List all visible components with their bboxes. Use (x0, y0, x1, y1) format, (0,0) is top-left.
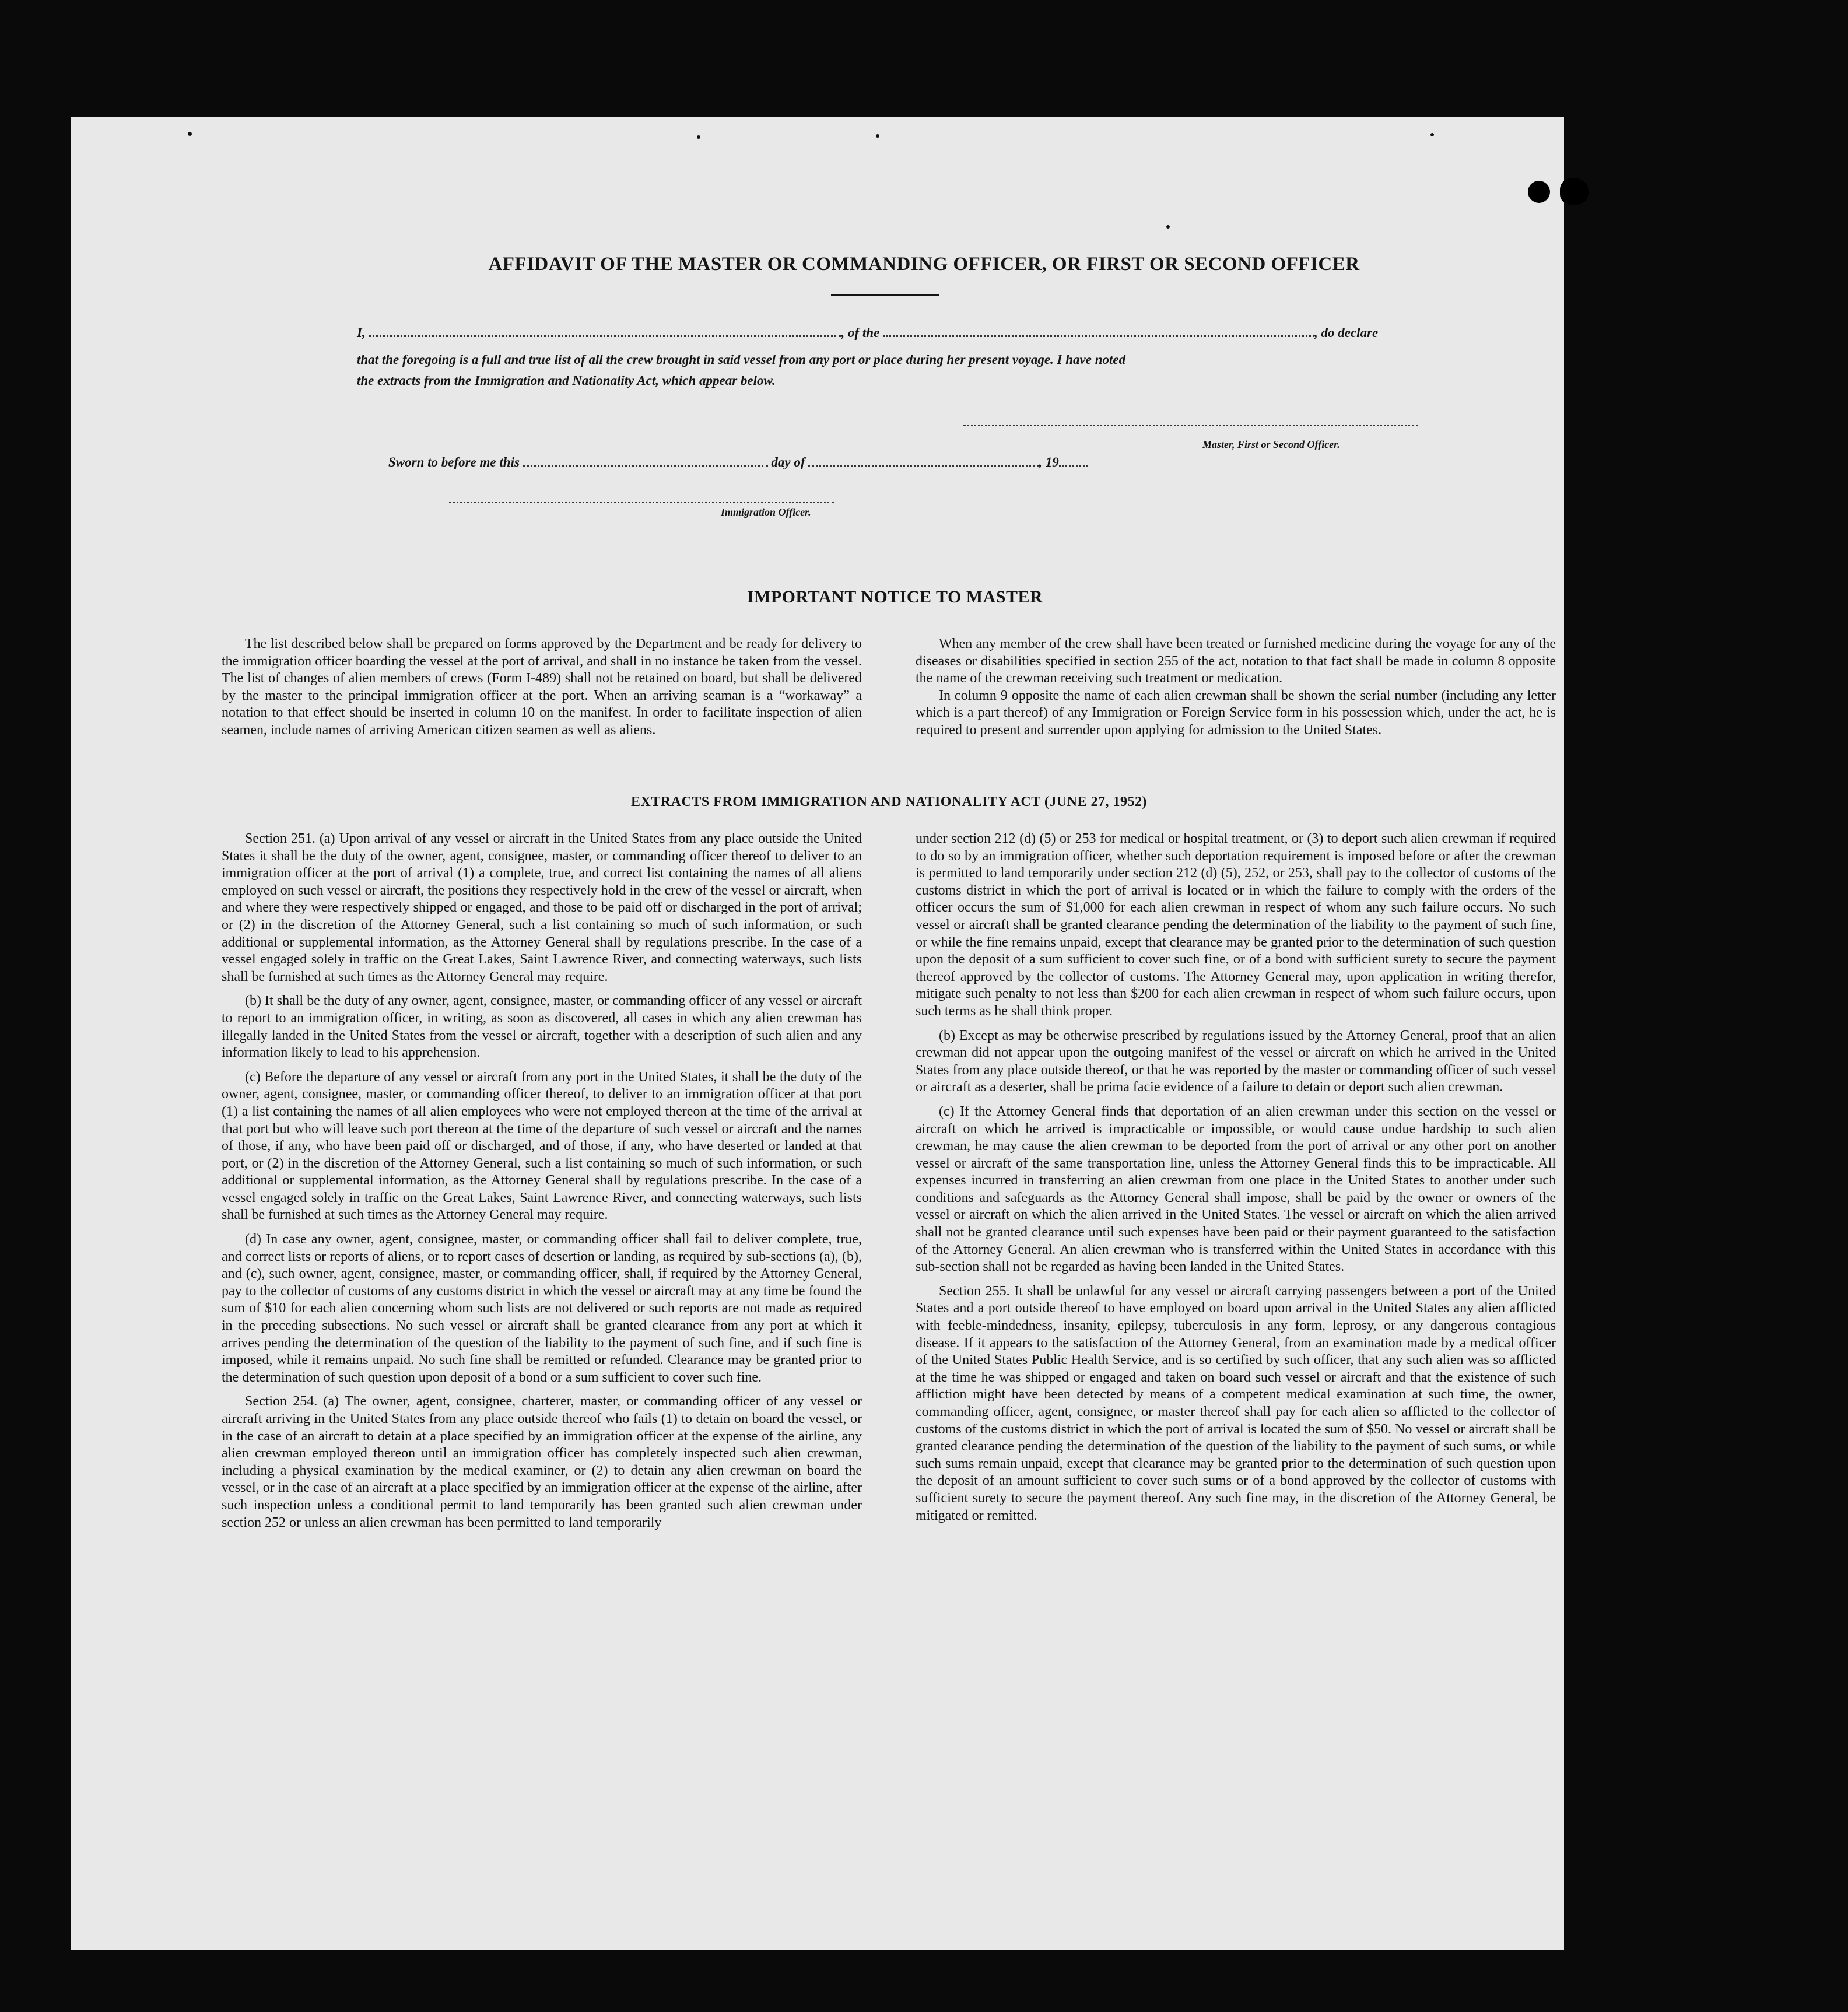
section-254a-paragraph: Section 254. (a) The owner, agent, consignee, charterer, master, or commanding officer of any vessel or aircraft arriving in the United States from any place outside thereof who fails (1) to detain on board the vessel, or in the case of an aircraft to detain at a place specified by an immigration officer at the expense of the airline, any alien crewman employed thereon until an immigration officer has completely inspected such alien crewman, including a physical examination by the medical examiner, or (2) to detain any alien crewman on board the vessel, or in the case of an aircraft at a place specified by an immigration officer at the expense of the airline, after such inspection unless a conditional permit to land temporarily has been granted such alien crewman under section 252 or unless an alien crewman has been permitted to land temporarily (222, 1394, 862, 1530)
section-251d-paragraph: (d) In case any owner, agent, consignee, master, or commanding officer shall fail to deliver complete, true, and correct lists or reports of aliens, or to report cases of desertion or landing, as required by sub-sections (a), (b), and (c), such owner, agent, consignee, master, or commanding officer, shall, if required by the Attorney General, pay to the collector of customs of any customs district in which the vessel or aircraft may at any time be found the sum of $10 for each alien concerning whom such lists are not delivered or such reports are not made as required in the preceding subsections. No such vessel or aircraft shall be granted clearance from any port at which it arrives pending the determination of the question of the liability to the payment of such fine, and if such fine is imposed, while it remains unpaid. No such fine shall be remitted or refunded. Clearance may be granted prior to the determination of such question upon deposit of a bond or a sum sufficient to cover such fine. (222, 1232, 862, 1385)
notice-left-paragraph: The list described below shall be prepared on forms approved by the Department and be ready for delivery to the immigration officer boarding the vessel at the port of arrival, and shall in no instance be taken from the vessel. The list of changes of alien members of crews (Form I-489) shall not be retained on board, but shall be delivered by the master to the principal immigration officer at the port. When an arriving seaman is a “workaway” a notation to that effect should be inserted in column 10 on the manifest. In order to facilitate inspection of alien seamen, include names of arriving American citizen seamen as well as aliens. (222, 636, 862, 738)
immigration-officer-caption: Immigration Officer. (721, 506, 811, 518)
master-signature-line[interactable] (963, 425, 1418, 426)
punch-hole-icon (1560, 178, 1589, 205)
declaration-line-1 (357, 325, 1419, 341)
of-the-label: , of the (841, 325, 880, 340)
extracts-right-column (916, 830, 1556, 1524)
do-declare-label: , do declare (1314, 325, 1379, 340)
sworn-label: Sworn to before me this (388, 455, 520, 469)
name-field[interactable] (369, 335, 841, 337)
vessel-field[interactable] (883, 335, 1314, 337)
sworn-line (388, 455, 1146, 470)
section-251c-paragraph: (c) Before the departure of any vessel or aircraft from any port in the United States, it shall be the duty of the owner, agent, consignee, master, or commanding officer thereof, to deliver to an immigration officer at that port (1) a list containing the names of all alien employees who were not employed thereon at the time of the arrival at that port but who will leave such port thereon at the time of the departure of such vessel or aircraft and the names of those, if any, who have been paid off or discharged, and of those, if any, who have deserted or landed at that port, or (2) in the discretion of the Attorney General, such a list containing so much of such information, or such additional or supplemental information, as the Attorney General shall by regulations prescribe. In the case of a vessel engaged solely in traffic on the Great Lakes, Saint Lawrence River, and connecting waterways, such lists shall be furnished at such times as the Attorney General may require. (222, 1069, 862, 1223)
sworn-month-field[interactable] (808, 465, 1039, 467)
notice-title: IMPORTANT NOTICE TO MASTER (746, 587, 1043, 607)
extracts-title: EXTRACTS FROM IMMIGRATION AND NATIONALITY ACT (JUNE 27, 1952) (631, 794, 1147, 809)
punch-hole-icon (1528, 181, 1550, 203)
declaration-line-2: that the foregoing is a full and true list of all the crew brought in said vessel from any port or place during her present voyage. I have noted (357, 352, 1126, 367)
year-label: , 19 (1039, 455, 1059, 469)
section-254b-paragraph: (b) Except as may be otherwise prescribed by regulations issued by the Attorney General, proof that an alien crewman did not appear upon the outgoing manifest of the vessel or aircraft on which he arrived in the United States from any place outside thereof, or that he was reported by the master or commanding officer of such vessel or aircraft as a deserter, shall be prima facie evidence of a failure to detain or deport such alien crewman. (916, 1028, 1556, 1095)
scan-speck (697, 135, 700, 139)
extracts-left-column (222, 830, 862, 1531)
declaration-line-3: the extracts from the Immigration and Nationality Act, which appear below. (357, 373, 776, 388)
i-label: I, (357, 325, 366, 340)
immigration-officer-signature-line[interactable] (449, 502, 834, 503)
notice-right-paragraph-2: In column 9 opposite the name of each alien crewman shall be shown the serial number (including any letter which is a part thereof) of any Immigration or Foreign Service form in his possession which, under the act, he is required to present and surrender upon applying for admission to the United States. (916, 688, 1556, 738)
scan-speck (188, 132, 192, 136)
section-254a-continued-paragraph: under section 212 (d) (5) or 253 for medical or hospital treatment, or (3) to deport such alien crewman if required to do so by an immigration officer, whether such deportation requirement is imposed before or after the crewman is permitted to land temporarily under section 212 (d) (5), 252, or 253, shall pay to the collector of customs of the customs district in which the port of arrival is located or in which the failure to comply with the orders of the officer occurs the sum of $1,000 for each alien crewman in respect of whom any such failure occurs. No such vessel or aircraft shall be granted clearance pending the determination of the liability to the payment of such fine, or while the fine remains unpaid, except that clearance may be granted prior to the determination of such question upon the deposit of a sum sufficient to cover such fine, or of a bond with sufficient surety to secure the payment thereof approved by the collector of customs. The Attorney General may, upon application in writing therefor, mitigate such penalty to not less than $200 for each alien crewman in respect of whom such failure occurs, upon such terms as he shall think proper. (916, 831, 1556, 1019)
section-255-paragraph: Section 255. It shall be unlawful for any vessel or aircraft carrying passengers between a port of the United States and a port outside thereof to have employed on board upon arrival in the United States any alien afflicted with feeble-mindedness, insanity, epilepsy, tuberculosis in any form, leprosy, or any dangerous contagious disease. If it appears to the satisfaction of the Attorney General, from an examination made by a medical officer of the United States Public Health Service, and is so certified by such officer, that any such alien was so afflicted at the time he was shipped or engaged and taken on board such vessel or aircraft and that the existence of such affliction might have been detected by means of a competent medical examination at such time, the owner, commanding officer, agent, consignee, or master thereof shall pay for each alien so afflicted to the collector of customs of the customs district in which the port of arrival is located the sum of $50. No vessel or aircraft shall be granted clearance pending the determination of the question of the liability to the payment of such sums, or while such sums remain unpaid, except that clearance may be granted prior to the determination of such question upon the deposit of an amount sufficient to cover such sums or of a bond approved by the collector of customs with sufficient surety to secure the payment thereof. Any such fine may, in the discretion of the Attorney General, be mitigated or remitted. (916, 1283, 1556, 1523)
scan-speck (1430, 133, 1434, 136)
master-signature-caption: Master, First or Second Officer. (1202, 439, 1340, 450)
section-251a-paragraph: Section 251. (a) Upon arrival of any vessel or aircraft in the United States from any place outside the United States it shall be the duty of the owner, agent, consignee, master, or commanding officer thereof to deliver to an immigration officer at the port of arrival (1) a complete, true, and correct list containing the names of all aliens employed on such vessel or aircraft, the positions they respectively hold in the crew of the vessel or aircraft, when and where they were respectively shipped or engaged, and those to be paid off or discharged in the port of arrival; or (2) in the discretion of the Attorney General, such a list containing so much of such information, or such additional or supplemental information, as the Attorney General shall by regulations prescribe. In the case of a vessel engaged solely in traffic on the Great Lakes, Saint Lawrence River, and connecting waterways, such lists shall be furnished at such times as the Attorney General may require. (222, 831, 862, 984)
sworn-year-field[interactable] (1059, 465, 1088, 467)
section-251b-paragraph: (b) It shall be the duty of any owner, agent, consignee, master, or commanding officer of any vessel or aircraft to report to an immigration officer, in writing, as soon as discovered, all cases in which any alien crewman has illegally landed in the United States from the vessel or aircraft, together with a description of such alien and any information likely to lead to his apprehension. (222, 993, 862, 1061)
notice-right-paragraph-1: When any member of the crew shall have been treated or furnished medicine during the voyage for any of the diseases or disabilities specified in section 255 of the act, notation to that fact shall be made in column 8 opposite the name of the crewman receiving such treatment or medication. (916, 636, 1556, 686)
affidavit-title: AFFIDAVIT OF THE MASTER OR COMMANDING OFFICER, OR FIRST OR SECOND OFFICER (488, 254, 1360, 275)
title-rule (831, 294, 939, 296)
notice-right-column (916, 636, 1556, 739)
sworn-day-field[interactable] (523, 465, 768, 467)
punch-holes (1528, 175, 1598, 210)
notice-left-column (222, 636, 862, 739)
day-of-label: day of (771, 455, 805, 469)
scan-speck (876, 134, 879, 138)
section-254c-paragraph: (c) If the Attorney General finds that deportation of an alien crewman under this section on the vessel or aircraft on which he arrived is impracticable or impossible, or would cause undue hardship to such alien crewman, he may cause the alien crewman to be deported from the port of arrival or any other port on another vessel or aircraft of the same transportation line, unless the Attorney General finds this to be impracticable. All expenses incurred in transferring an alien crewman from one place in the United States to another under such conditions and safeguards as the Attorney General shall impose, shall be paid by the owner or owners of the vessel or aircraft on which the alien arrived in the United States. The vessel or aircraft on which the alien arrived shall not be granted clearance until such expenses have been paid or their payment guaranteed to the satisfaction of the Attorney General. An alien crewman who is transferred within the United States in accordance with this sub-section shall not be regarded as having been landed in the United States. (916, 1103, 1556, 1275)
scan-speck (1166, 225, 1170, 229)
